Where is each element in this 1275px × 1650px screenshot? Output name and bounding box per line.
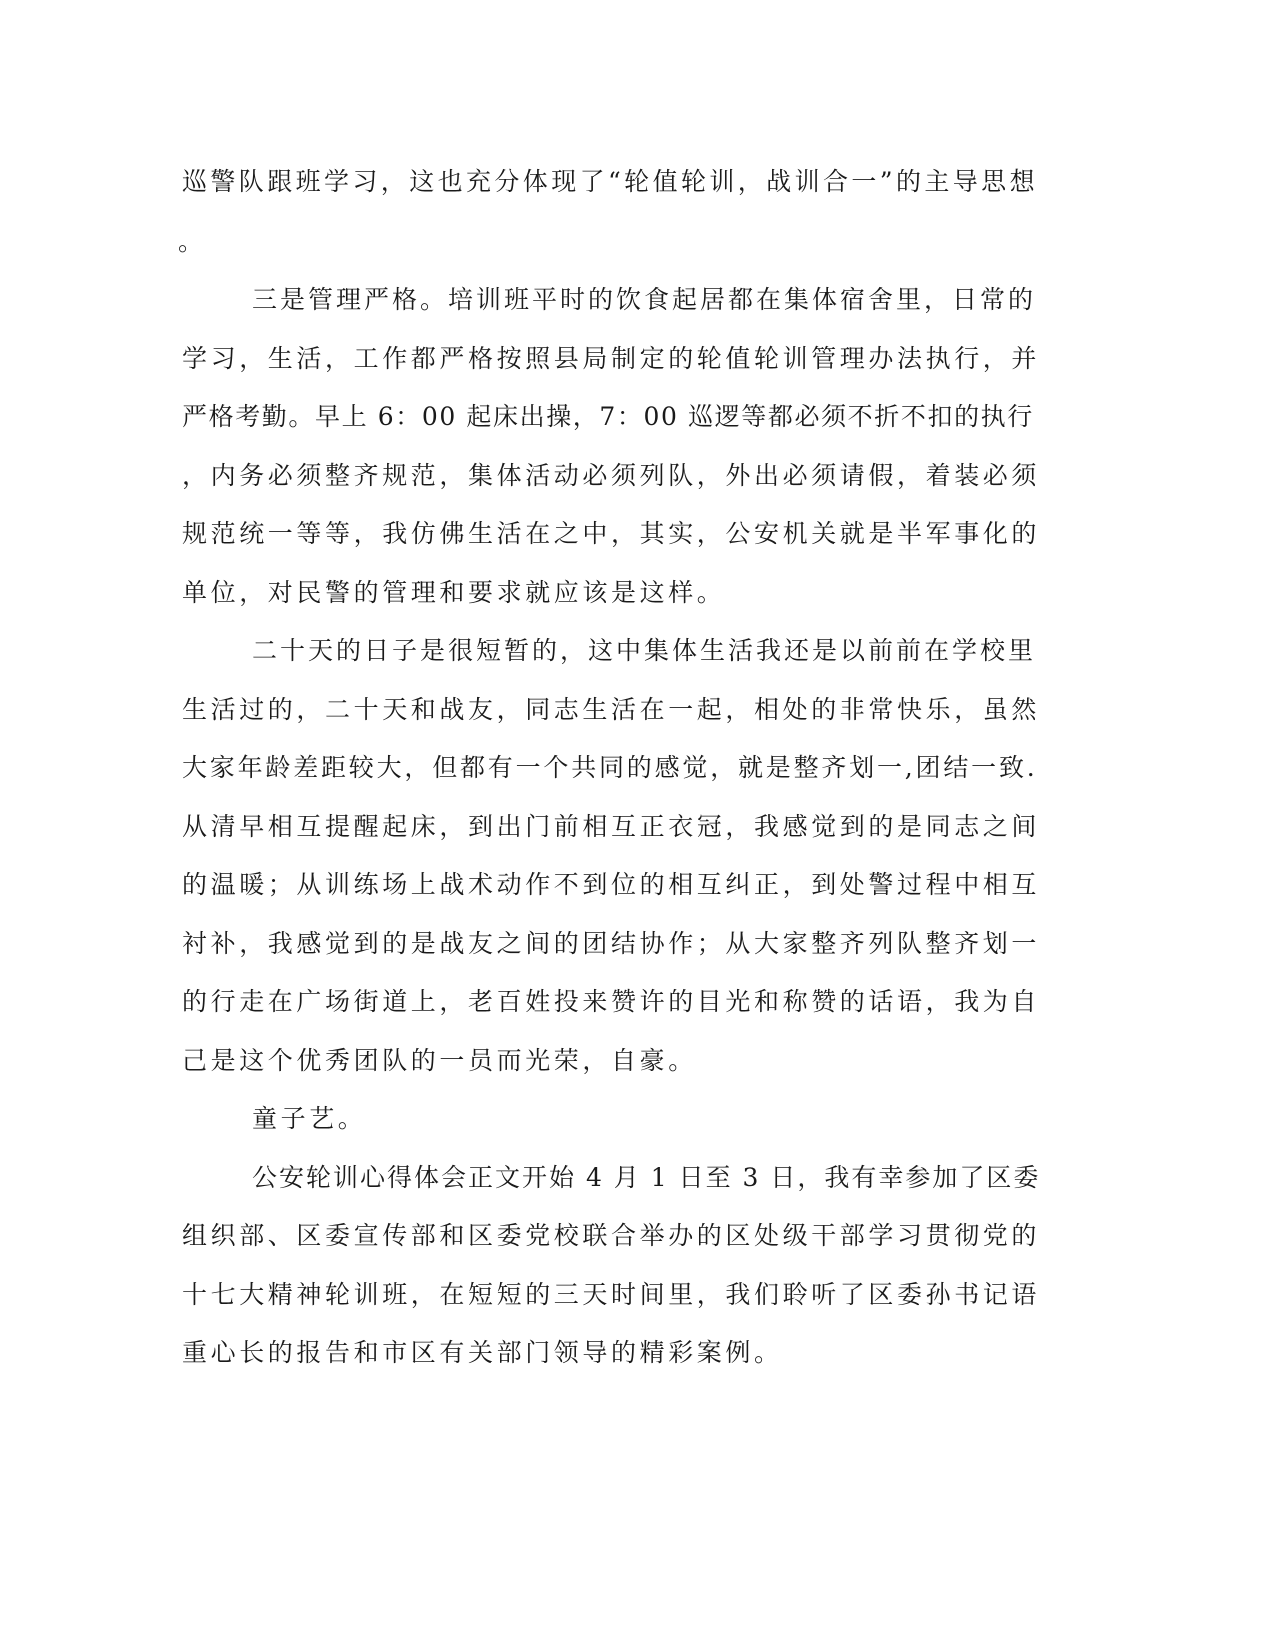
text-line-8: 单位，对民警的管理和要求就应该是这样。 (182, 578, 726, 607)
text-line-19: 组织部、区委宣传部和区委党校联合举办的区处级干部学习贯彻党的 (182, 1221, 1041, 1250)
text-line-14: 衬补，我感觉到的是战友之间的团结协作；从大家整齐列队整齐划一 (182, 929, 1041, 958)
text-line-21: 重心长的报告和市区有关部门领导的精彩案例。 (182, 1338, 783, 1367)
text-line-10: 生活过的，二十天和战友，同志生活在一起，相处的非常快乐，虽然 (182, 695, 1041, 724)
paragraph-start-line: 公安轮训心得体会正文开始 4 月 1 日至 3 日，我有幸参加了区委 (252, 1163, 1041, 1192)
text-line-7: 规范统一等等，我仿佛生活在之中，其实，公安机关就是半军事化的 (182, 519, 1041, 548)
text-line-5: 严格考勤。早上 6：00 起床出操，7：00 巡逻等都必须不折不扣的执行 (182, 402, 1034, 431)
text-line-4: 学习，生活，工作都严格按照县局制定的轮值轮训管理办法执行，并 (182, 344, 1041, 373)
text-line-16: 己是这个优秀团队的一员而光荣，自豪。 (182, 1046, 697, 1075)
text-line-11: 大家年龄差距较大，但都有一个共同的感觉，就是整齐划一,团结一致. (182, 753, 1038, 782)
paragraph-start-line: 童子艺。 (252, 1104, 367, 1133)
text-line-6: ，内务必须整齐规范，集体活动必须列队，外出必须请假，着装必须 (182, 461, 1041, 490)
text-line-20: 十七大精神轮训班，在短短的三天时间里，我们聆听了区委孙书记语 (182, 1280, 1041, 1309)
text-line-13: 的温暖；从训练场上战术动作不到位的相互纠正，到处警过程中相互 (182, 870, 1041, 899)
text-line-2: 。 (178, 227, 207, 256)
text-line-15: 的行走在广场街道上，老百姓投来赞许的目光和称赞的话语，我为自 (182, 987, 1041, 1016)
paragraph-start-line: 二十天的日子是很短暂的，这中集体生活我还是以前前在学校里 (252, 636, 1037, 665)
text-line-12: 从清早相互提醒起床，到出门前相互正衣冠，我感觉到的是同志之间 (182, 812, 1041, 841)
text-line-1: 巡警队跟班学习，这也充分体现了“轮值轮训，战训合一”的主导思想 (182, 167, 1038, 196)
paragraph-start-line: 三是管理严格。培训班平时的饮食起居都在集体宿舍里，日常的 (252, 285, 1037, 314)
